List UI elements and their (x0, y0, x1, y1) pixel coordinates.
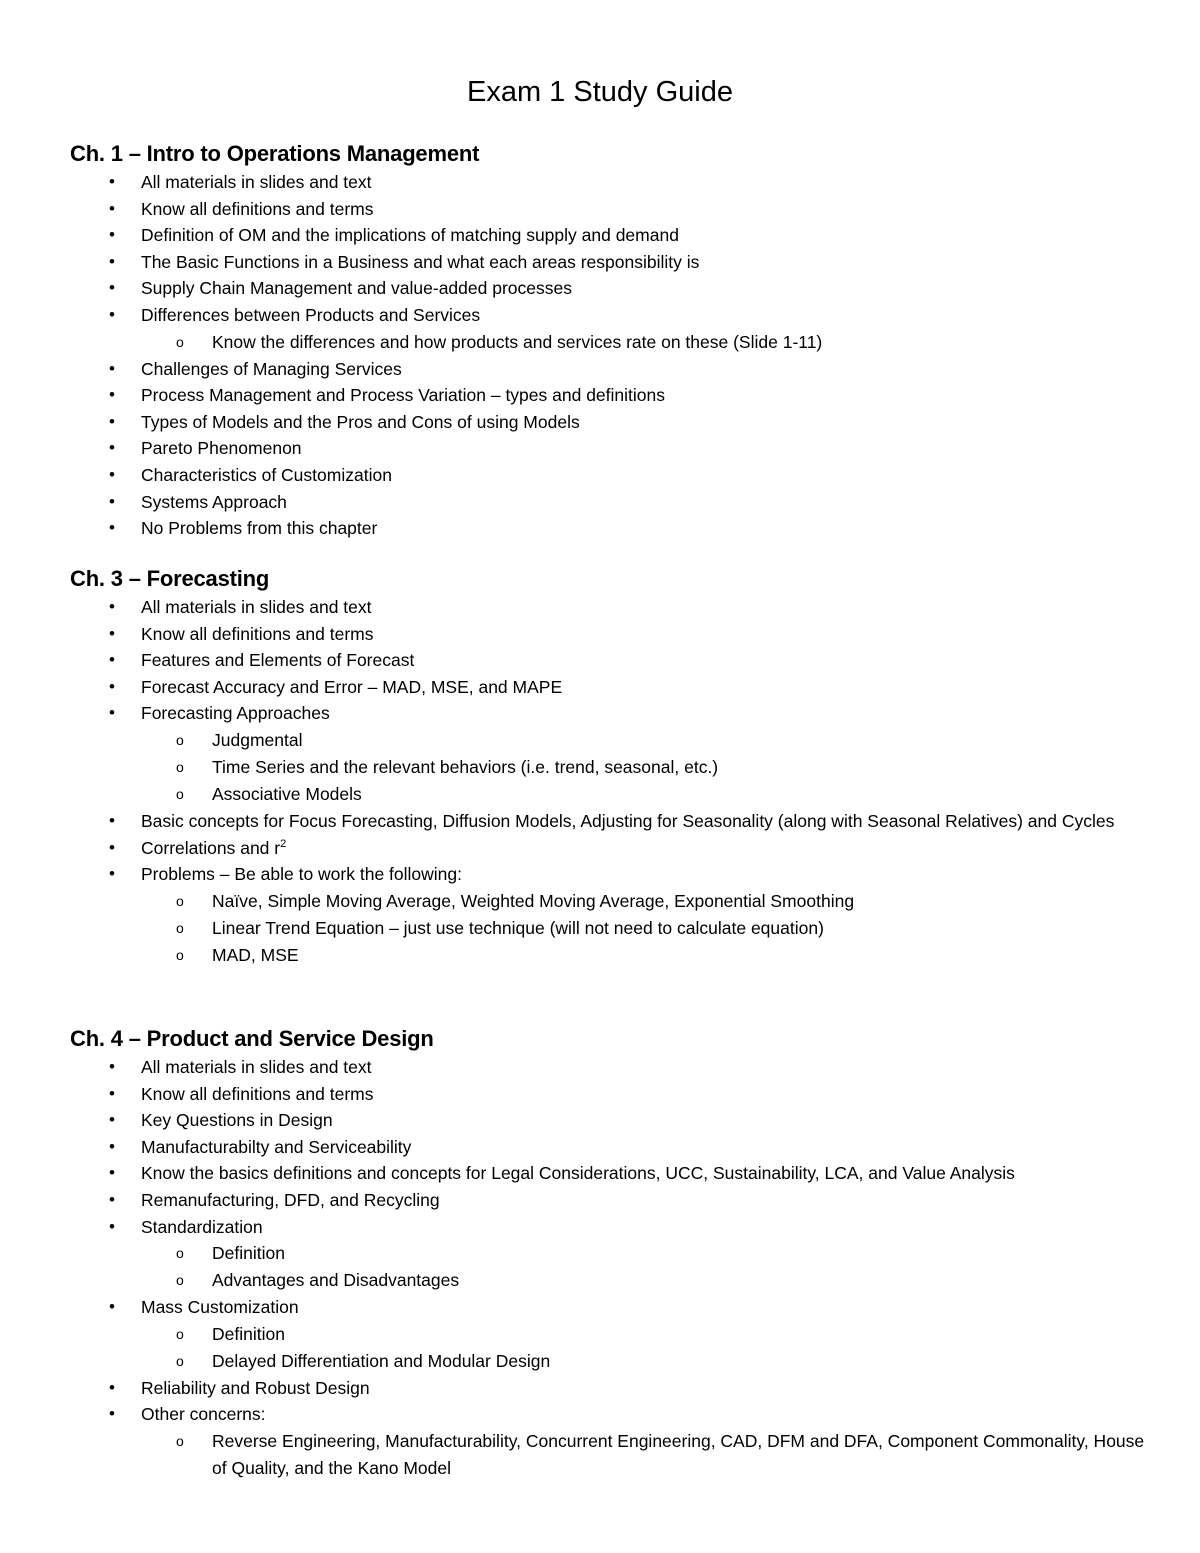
circle-bullet-icon: o (176, 1272, 184, 1289)
sub-bullet-list (141, 1428, 1150, 1482)
sub-list-item (141, 754, 1150, 781)
list-item-text: Key Questions in Design (141, 1110, 333, 1131)
bullet-icon: • (109, 810, 115, 830)
list-item (70, 356, 1150, 383)
sub-list-item (141, 1240, 1150, 1267)
circle-bullet-icon: o (176, 333, 184, 350)
list-item (70, 1160, 1150, 1187)
sub-list-item (141, 781, 1150, 808)
circle-bullet-icon: o (176, 1245, 184, 1262)
list-item-text: Mass Customization (141, 1297, 299, 1318)
sub-bullet-list (141, 727, 1150, 808)
list-item-text: Basic concepts for Focus Forecasting, Diffusion Models, Adjusting for Seasonality (along with Seasonal Relatives) and Cycles (141, 810, 1115, 831)
list-item-text: Know all definitions and terms (141, 1083, 374, 1104)
sub-list-item-text: Reverse Engineering, Manufacturability, Concurrent Engineering, CAD, DFM and DFA, Component Commonality, House of Quality, and the Kano Model (212, 1430, 1145, 1478)
list-item-text: Pareto Phenomenon (141, 438, 302, 459)
circle-bullet-icon: o (176, 919, 184, 936)
sub-list-item-text: Definition (212, 1323, 285, 1344)
sub-bullet-list (141, 1240, 1150, 1294)
section-ch1 (70, 139, 1150, 542)
section-heading: Ch. 3 – Forecasting (70, 566, 270, 591)
list-item-text: Know the basics definitions and concepts for Legal Considerations, UCC, Sustainability, LCA, and Value Analysis (141, 1163, 1015, 1184)
list-item (70, 169, 1150, 196)
bullet-icon: • (109, 837, 115, 857)
bullet-list (70, 169, 1150, 542)
bullet-icon: • (109, 385, 115, 405)
bullet-icon: • (109, 676, 115, 696)
list-item-text: Know all definitions and terms (141, 198, 374, 219)
bullet-icon: • (109, 518, 115, 538)
page-title: Exam 1 Study Guide (467, 76, 733, 108)
sub-list-item-text: Delayed Differentiation and Modular Design (212, 1350, 551, 1371)
bullet-icon: • (109, 1163, 115, 1183)
bullet-icon: • (109, 864, 115, 884)
bullet-list (70, 594, 1150, 969)
list-item (70, 861, 1150, 969)
list-item-text: Definition of OM and the implications of matching supply and demand (141, 225, 679, 246)
list-item-text: Manufacturabilty and Serviceability (141, 1136, 412, 1157)
list-item (70, 249, 1150, 276)
circle-bullet-icon: o (176, 731, 184, 748)
bullet-icon: • (109, 1057, 115, 1076)
list-item (70, 674, 1150, 701)
bullet-icon: • (109, 1216, 115, 1236)
bullet-icon: • (109, 1189, 115, 1209)
superscript: 2 (280, 837, 287, 850)
bullet-icon: • (109, 278, 115, 298)
sub-bullet-list (141, 888, 1150, 969)
bullet-icon: • (109, 1377, 115, 1397)
list-item (70, 647, 1150, 674)
sub-list-item (141, 727, 1150, 754)
list-item (70, 1401, 1150, 1482)
bullet-icon: • (109, 703, 115, 723)
list-item-text: Process Management and Process Variation – types and definitions (141, 385, 666, 406)
section-ch3 (70, 564, 1150, 969)
sub-list-item-text: Definition (212, 1243, 285, 1264)
list-item-text: Standardization (141, 1216, 263, 1237)
list-item-text: Problems – Be able to work the following: (141, 864, 462, 885)
section-heading: Ch. 4 – Product and Service Design (70, 1026, 434, 1051)
list-item-text: No Problems from this chapter (141, 518, 378, 539)
list-item-text: Challenges of Managing Services (141, 358, 402, 379)
list-item-text: Types of Models and the Pros and Cons of using Models (141, 411, 580, 432)
list-item-text: All materials in slides and text (141, 597, 372, 617)
sub-list-item-text: Judgmental (212, 729, 303, 750)
list-item (70, 1375, 1150, 1402)
list-item (70, 700, 1150, 808)
sub-bullet-list (141, 329, 1150, 356)
circle-bullet-icon: o (176, 1325, 184, 1342)
sub-list-item-text: Linear Trend Equation – just use technique (will not need to calculate equation) (212, 917, 824, 938)
sub-list-item-text: Naïve, Simple Moving Average, Weighted Moving Average, Exponential Smoothing (212, 890, 855, 911)
list-item (70, 382, 1150, 409)
sub-list-item (141, 1348, 1150, 1375)
list-item (70, 515, 1150, 542)
list-item-text: Remanufacturing, DFD, and Recycling (141, 1189, 440, 1210)
list-item (70, 1107, 1150, 1134)
list-item-text: Forecasting Approaches (141, 703, 330, 724)
sub-list-item-text: Associative Models (212, 783, 362, 804)
section-ch4 (70, 1024, 1150, 1482)
sub-list-item (141, 1321, 1150, 1348)
list-item-text: Features and Elements of Forecast (141, 650, 415, 671)
sub-list-item-text: Time Series and the relevant behaviors (i.e. trend, seasonal, etc.) (212, 756, 719, 777)
sub-list-item (141, 915, 1150, 942)
bullet-icon: • (109, 438, 115, 458)
list-item (70, 489, 1150, 516)
list-item-text: Reliability and Robust Design (141, 1377, 370, 1398)
sub-list-item-text: Advantages and Disadvantages (212, 1270, 460, 1291)
bullet-icon: • (109, 650, 115, 670)
circle-bullet-icon: o (176, 758, 184, 775)
list-item (70, 196, 1150, 223)
circle-bullet-icon: o (176, 1432, 184, 1449)
list-item (70, 594, 1150, 621)
bullet-icon: • (109, 304, 115, 324)
list-item (70, 1294, 1150, 1375)
circle-bullet-icon: o (176, 1352, 184, 1369)
list-item (70, 222, 1150, 249)
list-item (70, 409, 1150, 436)
bullet-icon: • (109, 464, 115, 484)
bullet-icon: • (109, 172, 115, 191)
list-item-text: Systems Approach (141, 491, 287, 512)
list-item-text: Differences between Products and Services (141, 304, 481, 325)
list-item-text: Other concerns: (141, 1404, 266, 1425)
list-item-text: All materials in slides and text (141, 172, 372, 192)
sub-list-item-text: Know the differences and how products and services rate on these (Slide 1-11) (212, 331, 823, 352)
list-item (70, 302, 1150, 356)
bullet-icon: • (109, 251, 115, 271)
list-item-text: Know all definitions and terms (141, 623, 374, 644)
bullet-icon: • (109, 1297, 115, 1317)
bullet-icon: • (109, 411, 115, 431)
list-item (70, 1054, 1150, 1081)
list-item (70, 621, 1150, 648)
sub-bullet-list (141, 1321, 1150, 1375)
list-item-text: Supply Chain Management and value-added processes (141, 278, 572, 299)
bullet-icon: • (109, 225, 115, 245)
bullet-icon: • (109, 491, 115, 511)
section-heading: Ch. 1 – Intro to Operations Management (70, 141, 480, 166)
list-item-text: All materials in slides and text (141, 1057, 372, 1077)
sub-list-item-text: MAD, MSE (212, 944, 299, 965)
list-item (70, 435, 1150, 462)
list-item (70, 1081, 1150, 1108)
list-item (70, 1134, 1150, 1161)
list-item-text: Correlations and r (141, 837, 281, 858)
circle-bullet-icon: o (176, 946, 184, 963)
list-item (70, 462, 1150, 489)
list-item (70, 275, 1150, 302)
sub-list-item (141, 942, 1150, 969)
list-item (70, 1214, 1150, 1295)
bullet-icon: • (109, 597, 115, 616)
bullet-icon: • (109, 1083, 115, 1103)
list-item (70, 808, 1150, 835)
sub-list-item (141, 888, 1150, 915)
list-item (70, 1187, 1150, 1214)
bullet-icon: • (109, 198, 115, 218)
bullet-icon: • (109, 1404, 115, 1424)
list-item-text: Characteristics of Customization (141, 464, 392, 485)
bullet-icon: • (109, 623, 115, 643)
circle-bullet-icon: o (176, 785, 184, 802)
sub-list-item (141, 1428, 1150, 1482)
sub-list-item (141, 329, 1150, 356)
bullet-icon: • (109, 1110, 115, 1130)
bullet-list (70, 1054, 1150, 1482)
circle-bullet-icon: o (176, 892, 184, 909)
list-item-text: Forecast Accuracy and Error – MAD, MSE, and MAPE (141, 676, 563, 697)
bullet-icon: • (109, 1136, 115, 1156)
sub-list-item (141, 1267, 1150, 1294)
list-item (70, 835, 1150, 862)
list-item-text: The Basic Functions in a Business and what each areas responsibility is (141, 251, 700, 272)
bullet-icon: • (109, 358, 115, 378)
